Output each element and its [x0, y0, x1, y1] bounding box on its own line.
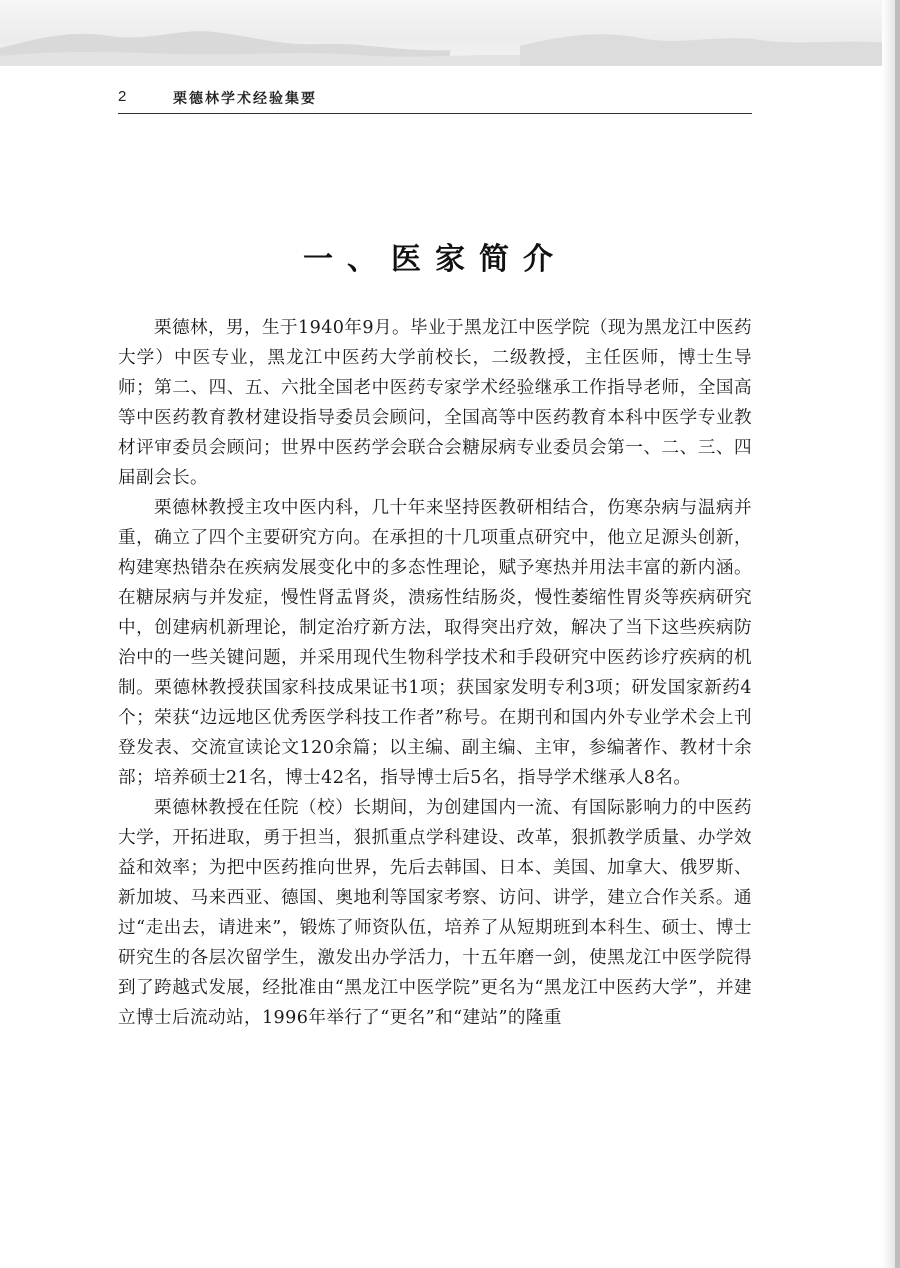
- mountain-landscape-icon: [0, 0, 900, 66]
- paragraph: 栗德林教授主攻中医内科，几十年来坚持医教研相结合，伤寒杂病与温病并重，确立了四个主要研究方向。在承担的十几项重点研究中，他立足源头创新，构建寒热错杂在疾病发展变化中的多态性理论，赋予寒热并用法丰富的新内涵。在糖尿病与并发症，慢性肾盂肾炎，溃疡性结肠炎，慢性萎缩性胃炎等疾病研究中，创建病机新理论，制定治疗新方法，取得突出疗效，解决了当下这些疾病防治中的一些关键问题，并采用现代生物科学技术和手段研究中医药诊疗疾病的机制。栗德林教授获国家科技成果证书1项；获国家发明专利3项；研发国家新药4个；荣获“边远地区优秀医学科技工作者”称号。在期刊和国内外专业学术会上刊登发表、交流宣读论文120余篇；以主编、副主编、主审，参编著作、教材十余部；培养硕士21名，博士42名，指导博士后5名，指导学术继承人8名。: [118, 498, 752, 788]
- paragraph: 栗德林，男，生于1940年9月。毕业于黑龙江中医学院（现为黑龙江中医药大学）中医专业，黑龙江中医药大学前校长，二级教授，主任医师，博士生导师；第二、四、五、六批全国老中医药专家学术经验继承工作指导老师，全国高等中医药教育教材建设指导委员会顾问，全国高等中医药教育本科中医学专业教材评审委员会顾问；世界中医药学会联合会糖尿病专业委员会第一、二、三、四届副会长。: [118, 318, 752, 488]
- body-text: [118, 313, 752, 1033]
- page-edge-line: [895, 0, 900, 1268]
- header-divider: [118, 113, 752, 114]
- section-title: 一、医家简介: [303, 242, 567, 277]
- running-header: [118, 86, 752, 114]
- page-number: 2: [118, 88, 127, 105]
- running-title: 栗德林学术经验集要: [173, 91, 317, 107]
- paragraph: 栗德林教授在任院（校）长期间，为创建国内一流、有国际影响力的中医药大学，开拓进取，勇于担当，狠抓重点学科建设、改革，狠抓教学质量、办学效益和效率；为把中医药推向世界，先后去韩国、日本、美国、加拿大、俄罗斯、新加坡、马来西亚、德国、奥地利等国家考察、访问、讲学，建立合作关系。通过“走出去，请进来”，锻炼了师资队伍，培养了从短期班到本科生、硕士、博士研究生的各层次留学生，激发出办学活力，十五年磨一剑，使黑龙江中医学院得到了跨越式发展，经批准由“黑龙江中医学院”更名为“黑龙江中医药大学”，并建立博士后流动站，1996年举行了“更名”和“建站”的隆重: [118, 798, 752, 1028]
- decorative-header-band: [0, 0, 900, 66]
